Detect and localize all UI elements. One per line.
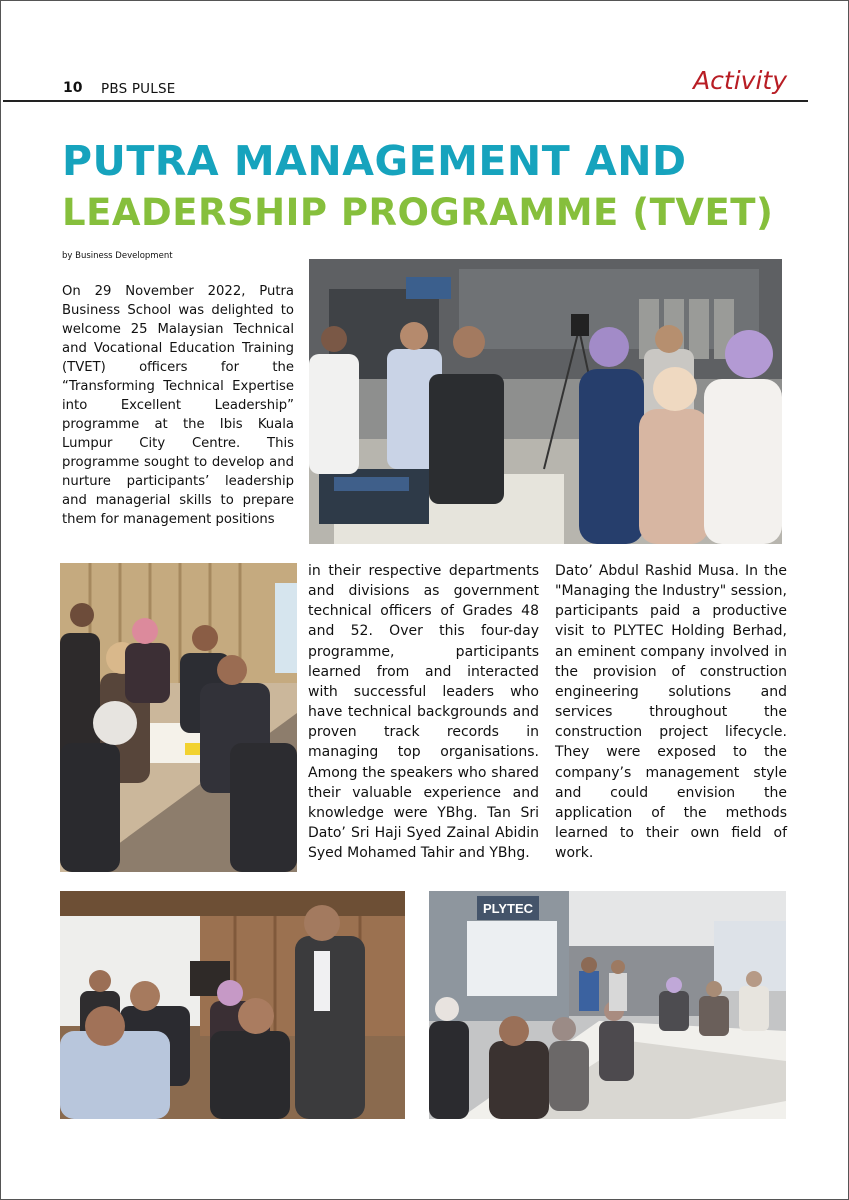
photo-control-room-visit — [309, 259, 782, 544]
article-paragraph-right: Dato’ Abdul Rashid Musa. In the "Managing the Industry" session, participants paid a productive visit to PLYTEC Holding Berhad, an eminent company involved in the provision of construction engineering solutions and services throughout the construction project lifecycle. They were exposed to the company’s management style and could envision the application of the methods learned to their own field of work. — [555, 563, 787, 862]
article-paragraph-intro: On 29 November 2022, Putra Business School was delighted to welcome 25 Malaysian Technical and Vocational Education Training (TVET) officers for the “Transforming Technical Expertise into Excellent Leadership” programme at the Ibis Kuala Lumpur City Centre. This programme sought to develop and nurture participants’ leadership and managerial skills to prepare them for management positions — [62, 284, 294, 528]
article-title-line-1: PUTRA MANAGEMENT AND — [62, 137, 687, 185]
photo-group-discussion — [60, 563, 297, 872]
article-paragraph-middle: in their respective departments and divisions as government technical officers of Grades 48 and 52. Over this four-day programme, participants learned from and interacted with successful leaders who have technical backgrounds and proven track records in managing top organisations. Among the speakers who shared their valuable experience and knowledge were YBhg. Tan Sri Dato’ Sri Haji Syed Zainal Abidin Syed Mohamed Tahir and YBhg. — [308, 563, 539, 862]
photo-speaker-session — [60, 891, 405, 1119]
photo-plytec-visit — [429, 891, 786, 1119]
publication-name: PBS PULSE — [101, 81, 176, 97]
plytec-sign: PLYTEC — [482, 901, 534, 916]
page-number: 10 — [63, 80, 83, 96]
article-title-line-2: LEADERSHIP PROGRAMME (TVET) — [62, 191, 774, 234]
article-byline: by Business Development — [62, 251, 173, 261]
section-label: Activity — [693, 66, 787, 95]
header-divider — [3, 100, 808, 102]
